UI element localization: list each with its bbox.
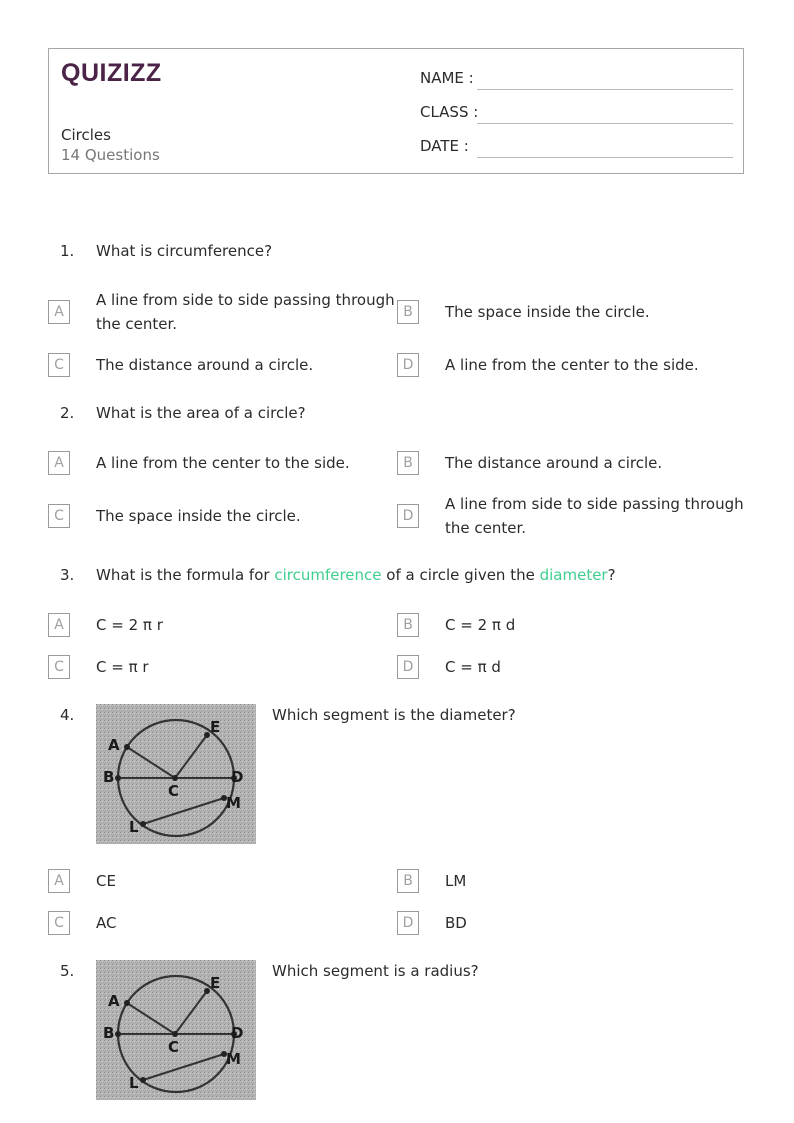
option-letter-box[interactable]: C	[48, 504, 70, 528]
point-label: D	[231, 768, 244, 786]
option-text: AC	[96, 914, 117, 932]
option-letter-box[interactable]: C	[48, 655, 70, 679]
question-text-part: What is the formula for	[96, 566, 275, 584]
class-label: CLASS :	[420, 103, 479, 121]
option-letter-box[interactable]: A	[48, 451, 70, 475]
option-text: CE	[96, 872, 116, 890]
option-text: BD	[445, 914, 467, 932]
option-text: The distance around a circle.	[445, 454, 663, 472]
option-text: A line from side to side passing through the center.	[96, 291, 395, 333]
option-text: The space inside the circle.	[96, 507, 301, 525]
option-text: A line from the center to the side.	[96, 454, 350, 472]
point-label: E	[210, 974, 221, 992]
question-number: 5.	[60, 962, 75, 980]
option-text: A line from side to side passing through the center.	[445, 495, 744, 537]
point-label: L	[129, 818, 139, 836]
point-label: B	[103, 768, 115, 786]
option-letter-box[interactable]: D	[397, 353, 419, 377]
question-text: Which segment is a radius?	[272, 962, 479, 980]
point-label: A	[108, 992, 120, 1010]
question-number: 1.	[60, 242, 75, 260]
option-text: The distance around a circle.	[96, 356, 314, 374]
option-letter-box[interactable]: C	[48, 911, 70, 935]
option-text: The space inside the circle.	[445, 303, 650, 321]
date-field-line[interactable]	[477, 157, 733, 158]
option-letter-box[interactable]: A	[48, 300, 70, 324]
highlighted-term: diameter	[539, 566, 608, 584]
option-letter-box[interactable]: D	[397, 911, 419, 935]
date-label: DATE :	[420, 137, 469, 155]
question-text	[96, 566, 616, 584]
point-label: M	[226, 794, 241, 812]
option-letter-box[interactable]: C	[48, 353, 70, 377]
point-label: C	[168, 782, 180, 800]
option-letter-box[interactable]: A	[48, 869, 70, 893]
quizizz-logo: QUIZIZZ	[61, 59, 162, 87]
point-label: C	[168, 1038, 180, 1056]
question-text-part: ?	[607, 566, 616, 584]
option-text: A line from the center to the side.	[445, 356, 699, 374]
circle-diagram-image	[96, 960, 256, 1100]
highlighted-term: circumference	[274, 566, 382, 584]
point-label: D	[231, 1024, 244, 1042]
name-field-line[interactable]	[477, 89, 733, 90]
option-letter-box[interactable]: B	[397, 613, 419, 637]
option-letter-box[interactable]: D	[397, 655, 419, 679]
question-number: 3.	[60, 566, 75, 584]
option-text: C = π d	[445, 658, 501, 676]
point-label: A	[108, 736, 120, 754]
worksheet-title: Circles	[61, 126, 111, 144]
question-number: 2.	[60, 404, 75, 422]
point-label: B	[103, 1024, 115, 1042]
question-count: 14 Questions	[61, 146, 160, 164]
option-letter-box[interactable]: B	[397, 869, 419, 893]
question-text: What is the area of a circle?	[96, 404, 306, 422]
option-text: C = 2 π r	[96, 616, 163, 634]
worksheet-header	[48, 48, 744, 174]
option-letter-box[interactable]: A	[48, 613, 70, 637]
point-label: M	[226, 1050, 241, 1068]
question-number: 4.	[60, 706, 75, 724]
class-field-line[interactable]	[477, 123, 733, 124]
option-text: C = 2 π d	[445, 616, 516, 634]
option-text: C = π r	[96, 658, 149, 676]
point-label: E	[210, 718, 221, 736]
option-letter-box[interactable]: D	[397, 504, 419, 528]
circle-diagram-image	[96, 704, 256, 844]
name-label: NAME :	[420, 69, 474, 87]
question-text-part: of a circle given the	[381, 566, 540, 584]
question-text: What is circumference?	[96, 242, 273, 260]
point-label: L	[129, 1074, 139, 1092]
option-letter-box[interactable]: B	[397, 300, 419, 324]
option-letter-box[interactable]: B	[397, 451, 419, 475]
option-text: LM	[445, 872, 467, 890]
question-text: Which segment is the diameter?	[272, 706, 516, 724]
